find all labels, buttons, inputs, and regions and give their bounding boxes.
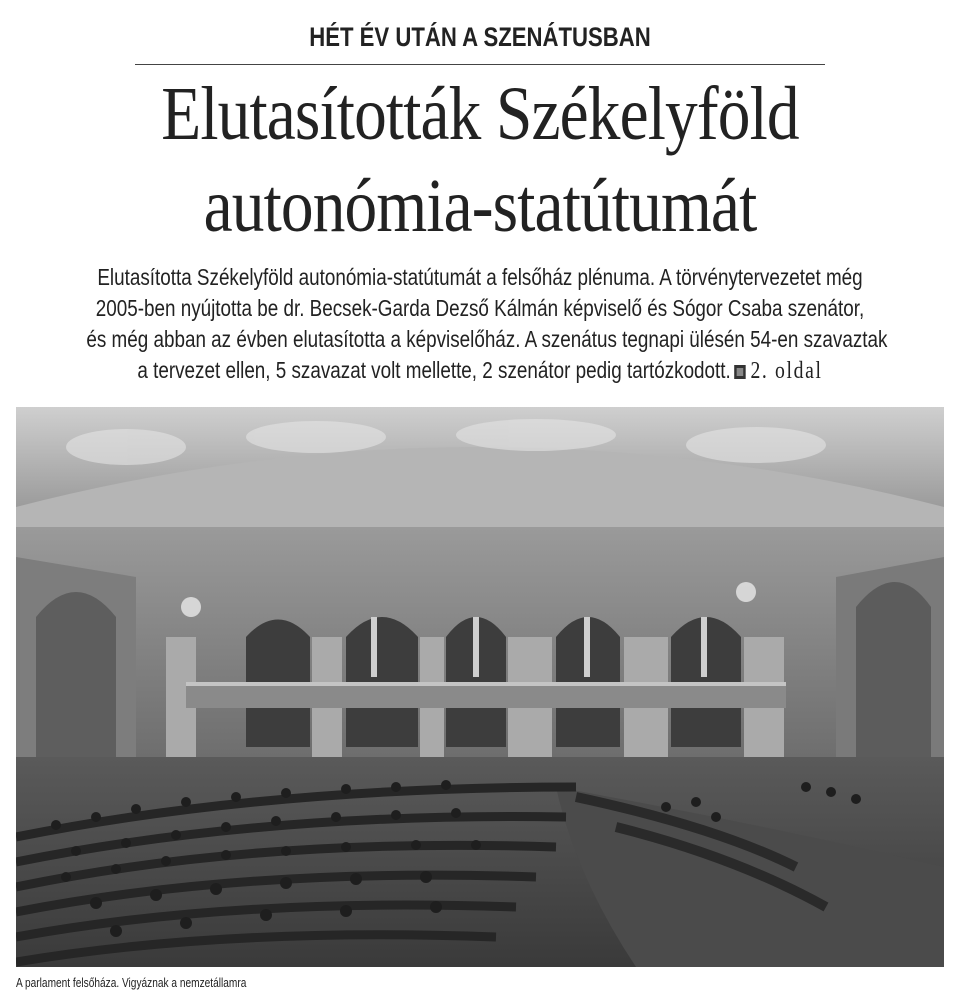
- headline-line-1: Elutasították Székelyföld: [161, 72, 799, 156]
- lead-line-2: 2005-ben nyújtotta be dr. Becsek-Garda Dezső Kálmán képviselő és Sógor Csaba szenátor,: [95, 295, 865, 321]
- lead-line-1: Elutasította Székelyföld autonómia-statútumát a felsőház plénuma. A törvénytervezetet még: [97, 264, 863, 290]
- page-reference: 2. oldal: [750, 358, 823, 384]
- senate-chamber-photo: [16, 407, 944, 967]
- lead-line-4-wrap: [86, 355, 873, 387]
- lead-line-3: és még abban az évben elutasította a képviselőház. A szenátus tegnapi ülésén 54-en szavaztak: [86, 326, 888, 352]
- kicker: HÉT ÉV UTÁN A SZENÁTUSBAN: [309, 22, 651, 52]
- photo-caption: A parlament felsőháza. Vigyáznak a nemzetállamra: [16, 975, 247, 990]
- lead-line-4: a tervezet ellen, 5 szavazat volt mellette, 2 szenátor pedig tartózkodott.: [137, 357, 731, 383]
- lead-paragraph: [86, 262, 888, 387]
- page-reference-icon: [734, 365, 745, 379]
- headline-line-2: autonómia-statútumát: [203, 164, 757, 248]
- kicker-rule: [135, 64, 825, 65]
